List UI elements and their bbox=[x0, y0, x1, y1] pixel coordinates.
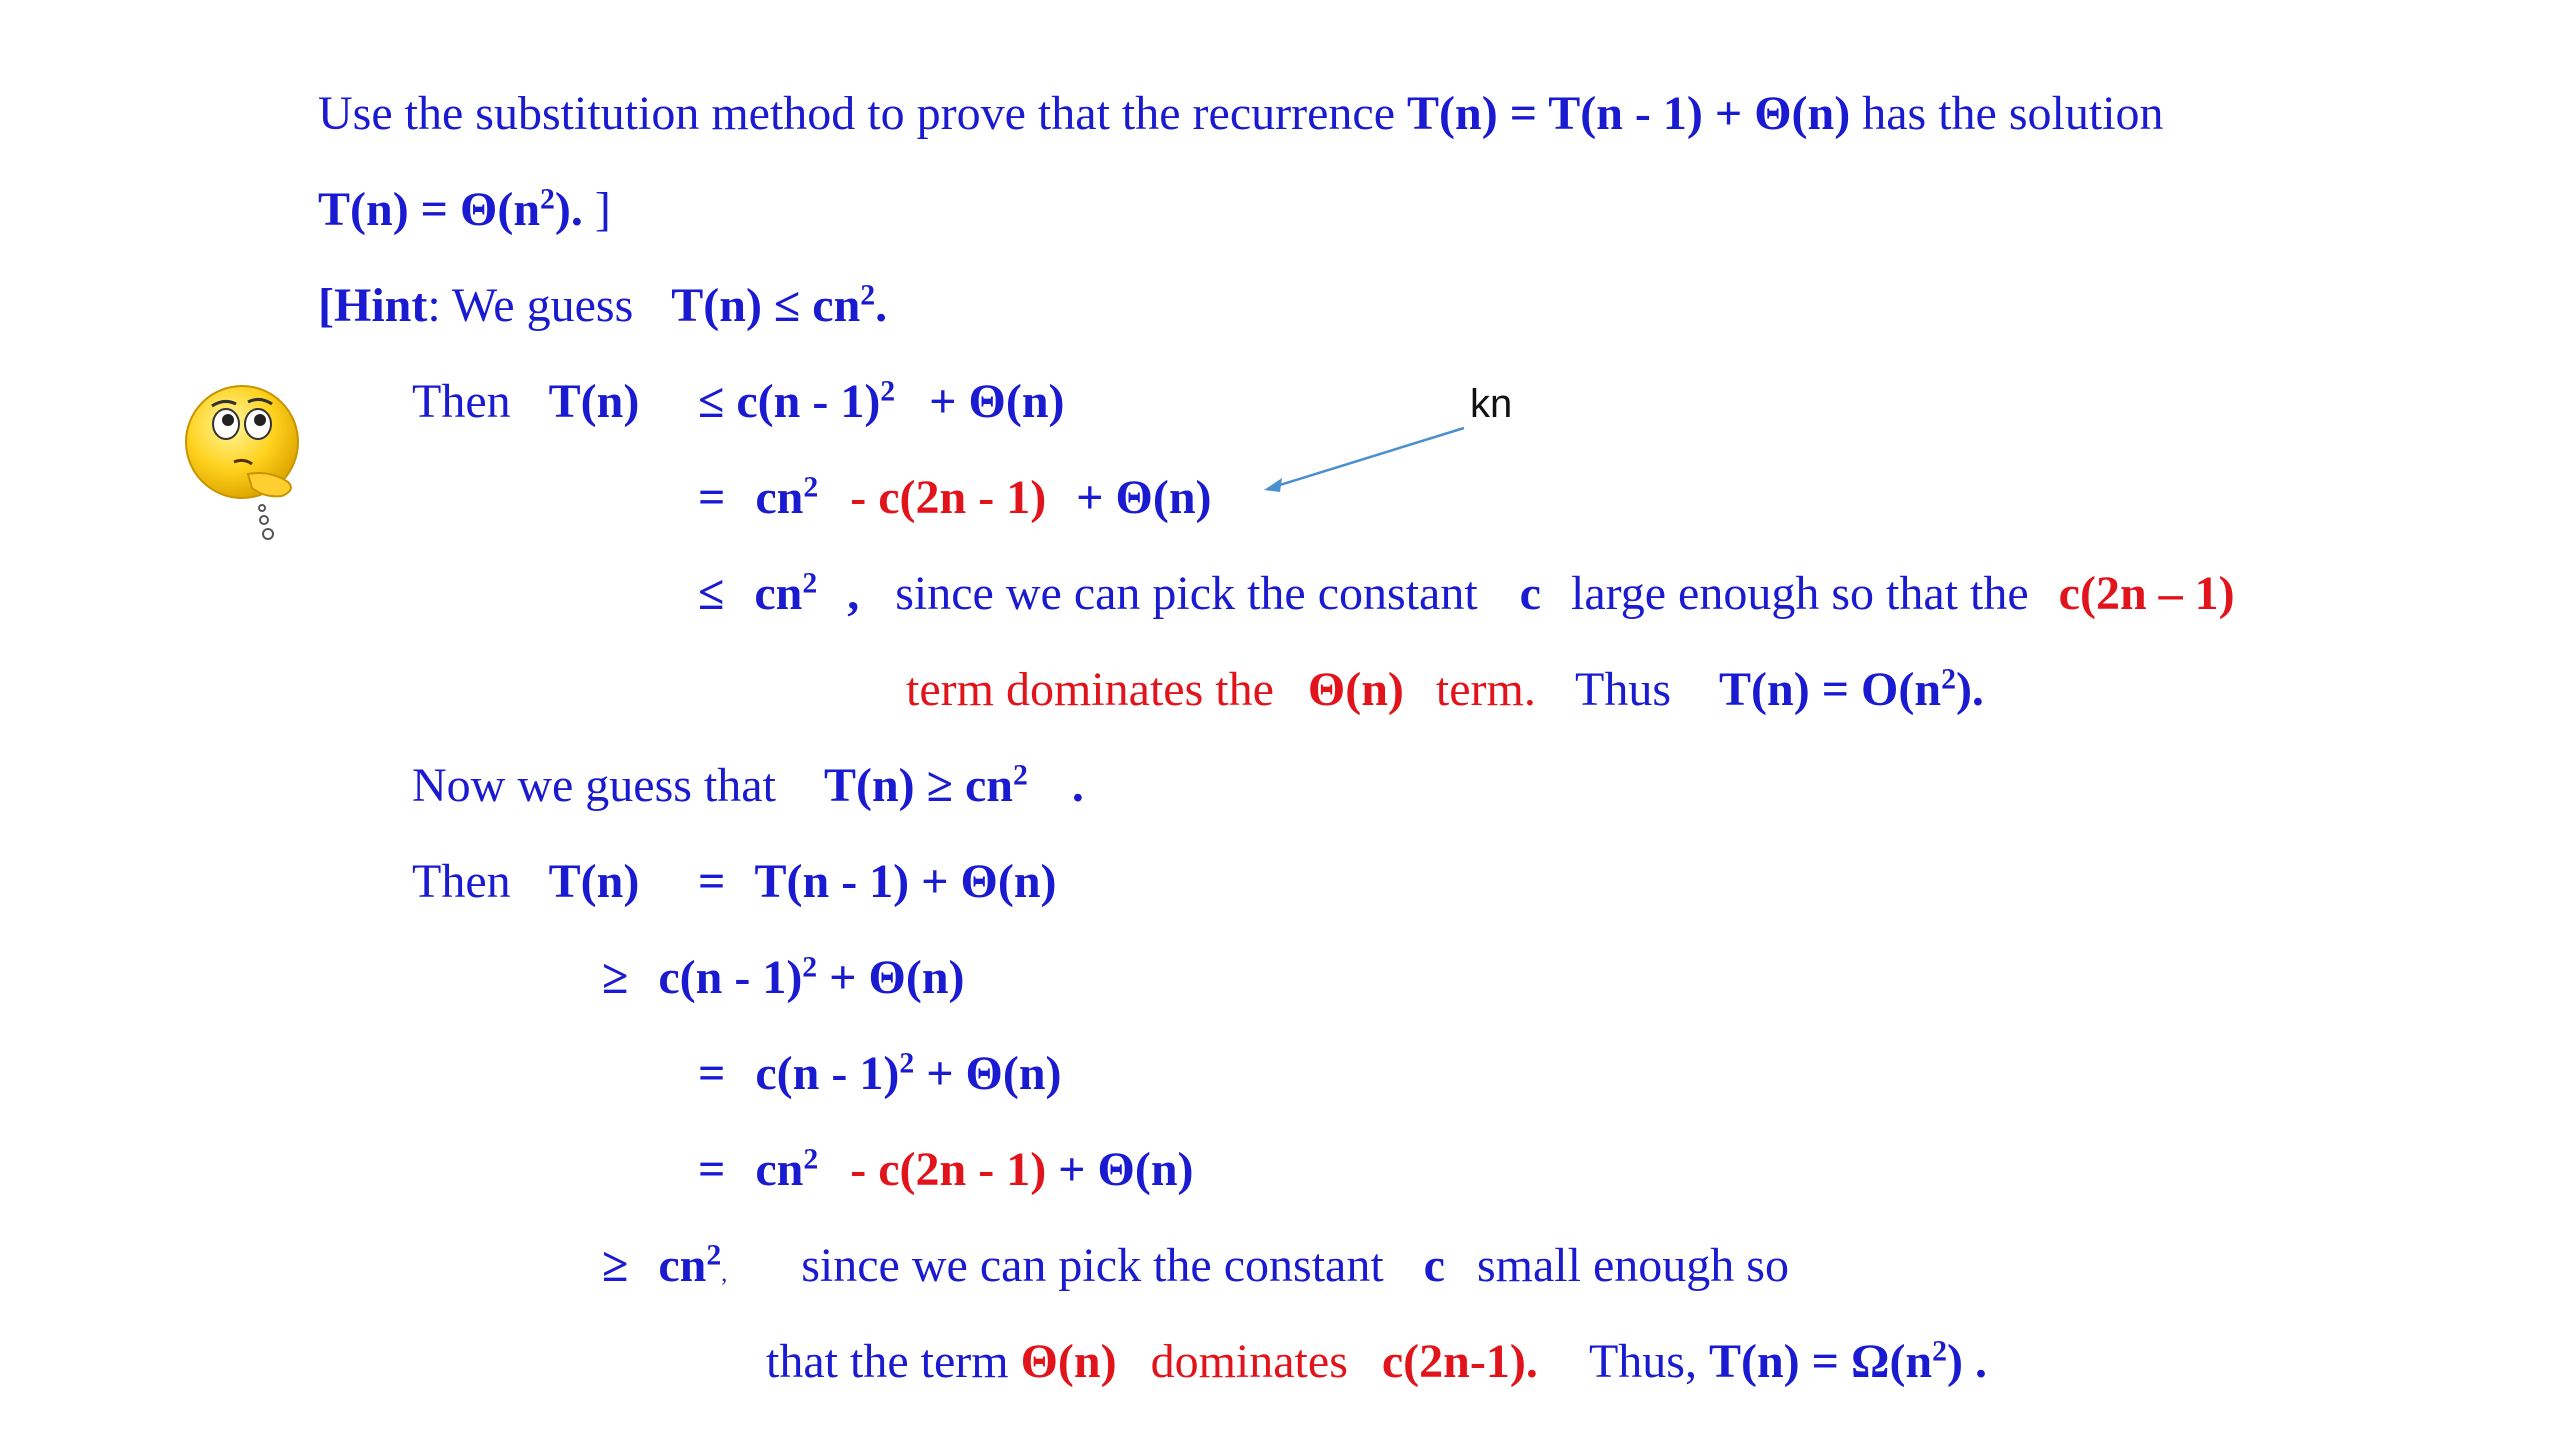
hint-guess bbox=[671, 279, 887, 332]
upper-result bbox=[1719, 663, 1984, 716]
expr-post: + Θ(n) bbox=[1076, 471, 1212, 524]
solution-formula bbox=[318, 183, 583, 236]
comma: , bbox=[847, 567, 860, 620]
expr-pre: cn bbox=[755, 471, 804, 524]
kn-annotation: kn bbox=[1470, 382, 1513, 426]
hint-text: : We guess bbox=[427, 279, 634, 332]
lhs-tn: T(n) bbox=[548, 375, 640, 428]
lower-step-1 bbox=[698, 852, 1057, 912]
expr-exp: 2 bbox=[803, 470, 819, 504]
expr-exp: 2 bbox=[706, 1238, 722, 1272]
guess-post: . bbox=[1071, 759, 1084, 812]
dominates-word: dominates bbox=[1150, 1335, 1348, 1388]
result-exp: 2 bbox=[1932, 1334, 1947, 1368]
hint-bracket: [ bbox=[318, 279, 334, 332]
lower-result bbox=[1709, 1335, 1987, 1388]
then-label: Then bbox=[412, 855, 511, 908]
term-red: c(2n-1). bbox=[1381, 1335, 1538, 1388]
expr-exp: 2 bbox=[802, 566, 818, 600]
expr-pre: cn bbox=[658, 1239, 707, 1292]
hint-line bbox=[318, 276, 887, 336]
expr-pre: c(n - 1) bbox=[658, 951, 803, 1004]
rel: = bbox=[698, 471, 726, 524]
expr-pre: c(n - 1) bbox=[736, 375, 881, 428]
expr-exp: 2 bbox=[803, 1142, 819, 1176]
expr-red: - c(2n - 1) bbox=[850, 471, 1047, 524]
expr-pre: c(n - 1) bbox=[755, 1047, 900, 1100]
problem-statement bbox=[318, 84, 2164, 144]
recurrence: T(n) = T(n - 1) + Θ(n) bbox=[1407, 87, 1851, 140]
theta-term: Θ(n) bbox=[1020, 1335, 1117, 1388]
thus-word: Thus bbox=[1575, 663, 1672, 716]
lower-step-2 bbox=[602, 948, 965, 1008]
explain-text-1: since we can pick the constant bbox=[801, 1239, 1384, 1292]
solution-post: ). bbox=[554, 183, 583, 236]
expr-pre: cn bbox=[755, 1143, 804, 1196]
annotation-arrow bbox=[1260, 420, 1470, 500]
lhs-tn: T(n) bbox=[548, 855, 640, 908]
hint-guess-pre: T(n) ≤ cn bbox=[671, 279, 861, 332]
upper-step-4 bbox=[906, 660, 1984, 720]
upper-step-3 bbox=[698, 564, 2235, 624]
guess-pre: T(n) ≥ cn bbox=[823, 759, 1013, 812]
explain-text-2: large enough so that the bbox=[1570, 567, 2029, 620]
term-red: c(2n – 1) bbox=[2058, 567, 2235, 620]
rel: = bbox=[698, 1143, 726, 1196]
problem-solution bbox=[318, 180, 611, 240]
close-bracket: ] bbox=[582, 183, 611, 236]
lower-step-4 bbox=[698, 1140, 1194, 1200]
upper-step-2 bbox=[698, 468, 1212, 528]
guess-exp: 2 bbox=[1012, 758, 1028, 792]
result-pre: T(n) = Ω(n bbox=[1708, 1335, 1933, 1388]
now-guess-text: Now we guess that bbox=[412, 759, 776, 812]
then-label: Then bbox=[412, 375, 511, 428]
result-pre: T(n) = O(n bbox=[1719, 663, 1942, 716]
expr-exp: 2 bbox=[802, 950, 818, 984]
result-exp: 2 bbox=[1941, 662, 1956, 696]
expr-exp: 2 bbox=[880, 374, 896, 408]
expr-post: + Θ(n) bbox=[1058, 1143, 1194, 1196]
rel: ≥ bbox=[602, 951, 629, 1004]
rel: = bbox=[698, 1047, 726, 1100]
term-word: term. bbox=[1435, 663, 1536, 716]
lower-step-5 bbox=[602, 1236, 1789, 1304]
has-solution-text: has the solution bbox=[1862, 87, 2164, 140]
theta-term: Θ(n) bbox=[1307, 663, 1404, 716]
lower-step-3 bbox=[698, 1044, 1062, 1104]
expr-post: + Θ(n) bbox=[829, 951, 965, 1004]
result-post: ). bbox=[1955, 663, 1984, 716]
thinking-face-icon bbox=[178, 378, 338, 558]
dominates-text: term dominates the bbox=[906, 663, 1274, 716]
rel: ≥ bbox=[602, 1239, 629, 1292]
hint-label: Hint bbox=[333, 279, 428, 332]
rel: ≤ bbox=[698, 375, 725, 428]
expr: T(n - 1) + Θ(n) bbox=[754, 855, 1057, 908]
expr-pre: cn bbox=[754, 567, 803, 620]
upper-step-1 bbox=[698, 372, 1065, 432]
expr-exp: 2 bbox=[899, 1046, 915, 1080]
explain-text-2: small enough so bbox=[1476, 1239, 1789, 1292]
constant-c: c bbox=[1423, 1239, 1445, 1292]
solution-pre: T(n) = Θ(n bbox=[318, 183, 541, 236]
expr-post: + Θ(n) bbox=[926, 1047, 1062, 1100]
upper-then-label bbox=[412, 372, 639, 432]
lower-step-6 bbox=[766, 1332, 1987, 1392]
hint-guess-exp: 2 bbox=[860, 278, 876, 312]
rel: ≤ bbox=[698, 567, 725, 620]
that-the-term: that the term bbox=[766, 1335, 1009, 1388]
expr-red: - c(2n - 1) bbox=[850, 1143, 1047, 1196]
solution-exp: 2 bbox=[540, 182, 555, 216]
constant-c: c bbox=[1519, 567, 1541, 620]
hint-guess-post: . bbox=[875, 279, 888, 332]
lower-then-label bbox=[412, 852, 639, 912]
expr-post: + Θ(n) bbox=[929, 375, 1065, 428]
result-post: ) . bbox=[1947, 1335, 1987, 1388]
lower-guess bbox=[412, 756, 1084, 816]
thus-word: Thus, bbox=[1588, 1335, 1697, 1388]
comma: , bbox=[721, 1261, 728, 1287]
explain-text-1: since we can pick the constant bbox=[895, 567, 1478, 620]
rel: = bbox=[698, 855, 726, 908]
problem-intro: Use the substitution method to prove that the recurrence bbox=[318, 87, 1396, 140]
